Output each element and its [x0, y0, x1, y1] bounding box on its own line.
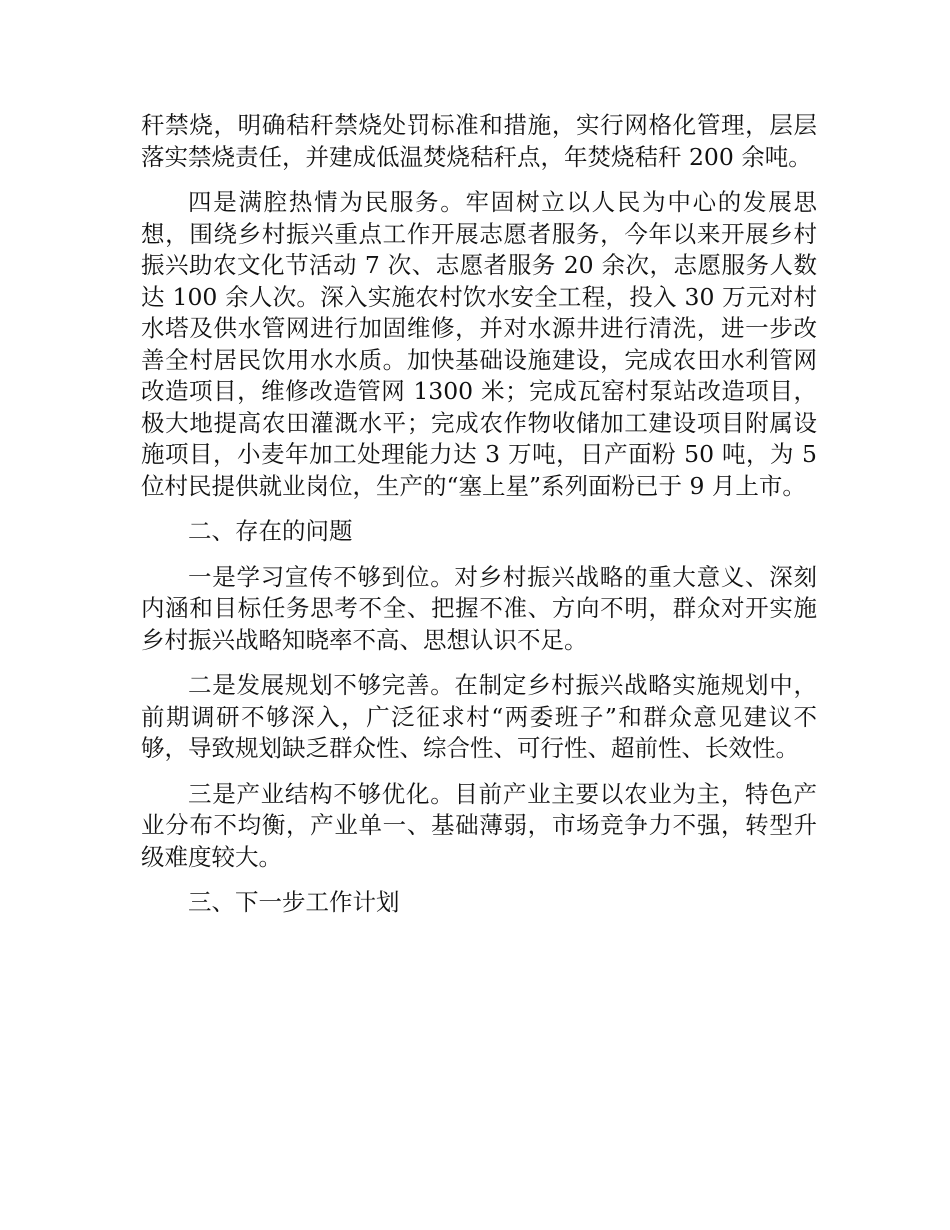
section-heading-problems: 二、存在的问题	[188, 517, 353, 545]
document-body	[141, 110, 817, 933]
paragraph-problem-planning: 二是发展规划不够完善。在制定乡村振兴战略实施规划中，前期调研不够深入，广泛征求村“两委班子”和群众意见建议不够，导致规划缺乏群众性、综合性、可行性、超前性、长效性。	[141, 671, 817, 762]
paragraph-problem-industry: 三是产业结构不够优化。目前产业主要以农业为主，特色产业分布不均衡，产业单一、基础薄弱，市场竞争力不强，转型升级难度较大。	[141, 779, 817, 871]
paragraph-service: 四是满腔热情为民服务。牢固树立以人民为中心的发展思想，围绕乡村振兴重点工作开展志愿者服务，今年以来开展乡村振兴助农文化节活动 7 次、志愿者服务 20 余次，志愿服务人数达 100 余人次。深入实施农村饮水安全工程，投入 30 万元对村水塔及供水管网进行加固维修，并对水源井进行清洗，进一步改善全村居民饮用水水质。加快基础设施建设，完成农田水利管网改造项目，维修改造管网 1300 米；完成瓦窑村泵站改造项目，极大地提高农田灌溉水平；完成农作物收储加工建设项目附属设施项目，小麦年加工处理能力达 3 万吨，日产面粉 50 吨，为 5 位村民提供就业岗位，生产的“塞上星”系列面粉已于 9 月上市。	[141, 188, 817, 500]
section-heading-next-steps: 三、下一步工作计划	[188, 888, 400, 916]
paragraph-problem-publicity: 一是学习宣传不够到位。对乡村振兴战略的重大意义、深刻内涵和目标任务思考不全、把握不准、方向不明，群众对开实施乡村振兴战略知晓率不高、思想认识不足。	[141, 562, 817, 654]
paragraph-straw-burning: 秆禁烧，明确秸秆禁烧处罚标准和措施，实行网格化管理，层层落实禁烧责任，并建成低温焚烧秸秆点，年焚烧秸秆 200 余吨。	[141, 111, 817, 171]
